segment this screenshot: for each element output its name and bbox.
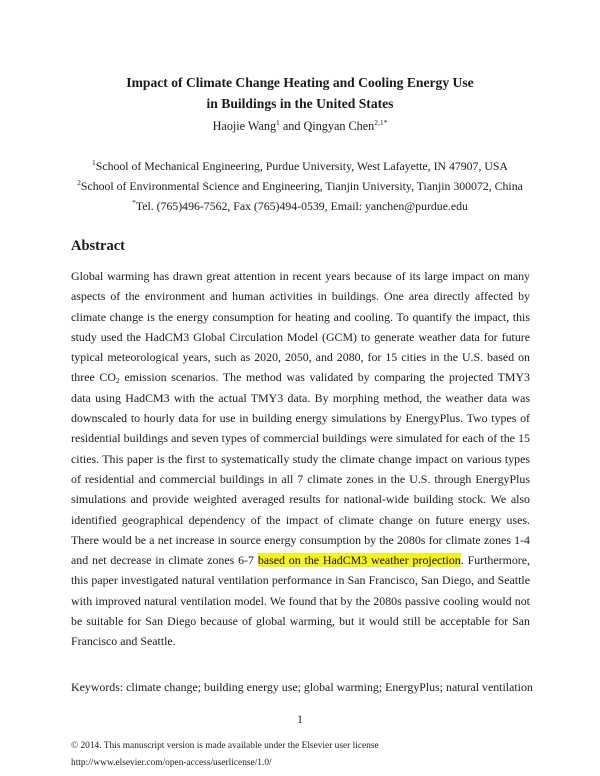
abstract-body xyxy=(71,266,530,652)
license-notice: © 2014. This manuscript version is made available under the Elsevier user license xyxy=(71,741,379,751)
keywords-line: Keywords: climate change; building energy use; global warming; EnergyPlus; natural ventilation xyxy=(71,680,533,694)
paper-title-line-2: in Buildings in the United States xyxy=(206,96,394,111)
affiliation-2-mark: 2 xyxy=(77,178,81,187)
abstract-text-part-2: emission scenarios. The method was validated by comparing the projected TMY3 data using HadCM3 with the actual TMY3 data. By morphing method, the weather data was downscaled to hourly data for use in building energy simulations by EnergyPlus. Two types of residential buildings and seven types of commercial buildings were simulated for each of the 15 cities. This paper is the first to systematically study the climate change impact on various types of residential and commercial buildings in all 7 climate zones in the U.S. through EnergyPlus simulations and provide weighted averaged results for national-wide building stock. We also identified geographical dependency of the impact of climate change on future energy uses. There would be a net increase in source energy consumption by the 2080s for climate zones 1-4 and net decrease in climate zones 6-7 xyxy=(71,370,530,568)
corresponding-contact xyxy=(0,199,600,214)
author-2-name: Qingyan Chen xyxy=(303,119,375,133)
affiliation-1-text: School of Mechanical Engineering, Purdue University, West Lafayette, IN 47907, USA xyxy=(95,159,508,173)
corresponding-mark: * xyxy=(132,198,136,207)
paper-title-line-1: Impact of Climate Change Heating and Cooling Energy Use xyxy=(126,75,474,90)
corresponding-contact-text: Tel. (765)496-7562, Fax (765)494-0539, Email: yanchen@purdue.edu xyxy=(135,199,468,213)
affiliation-2-text: School of Environmental Science and Engineering, Tianjin University, Tianjin 300072, China xyxy=(80,179,523,193)
author-1-affiliation-mark: 1 xyxy=(276,118,280,127)
author-line xyxy=(0,118,600,134)
abstract-text-part-1: Global warming has drawn great attention in recent years because of its large impact on many aspects of the environment and human activities in buildings. One area directly affected by climate change is the energy consumption for heating and cooling. To quantify the impact, this study used the HadCM3 Global Circulation Model (GCM) to generate weather data for future typical meteorological years, such as 2020, 2050, and 2080, for 15 cities in the U.S. based on three CO xyxy=(71,269,530,385)
highlighted-text: based on the HadCM3 weather projection xyxy=(257,553,461,568)
abstract-text-part-3: . Furthermore, this paper investigated natural ventilation performance in San Francisco, San Diego, and Seattle with improved natural ventilation model. We found that by the 2080s passive cooling would not be suitable for San Diego because of global warming, but it would still be acceptable for San Francisco and Seattle. xyxy=(71,553,531,649)
co2-subscript: 2 xyxy=(115,376,120,386)
affiliation-2 xyxy=(0,179,600,194)
affiliation-1-mark: 1 xyxy=(92,158,96,167)
abstract-heading: Abstract xyxy=(71,238,125,254)
author-separator: and xyxy=(279,119,304,133)
page-number: 1 xyxy=(297,712,303,726)
author-2-affiliation-mark: 2,1* xyxy=(374,118,388,127)
license-url[interactable]: http://www.elsevier.com/open-access/userlicense/1.0/ xyxy=(71,758,272,768)
author-1-name: Haojie Wang xyxy=(212,119,277,133)
affiliation-1 xyxy=(0,159,600,174)
